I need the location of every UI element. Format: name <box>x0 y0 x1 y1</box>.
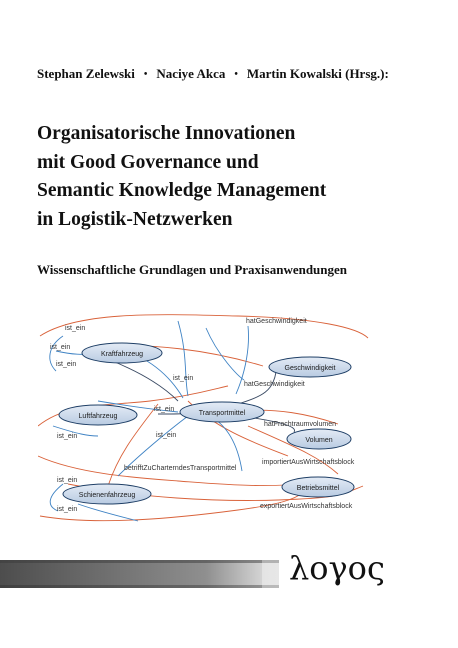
author-name: Martin Kowalski (Hrsg.): <box>246 66 389 81</box>
edge-label: ist_ein <box>57 506 78 513</box>
edge-label: ist_ein <box>57 477 78 484</box>
title-line: Semantic Knowledge Management <box>37 180 327 201</box>
book-title <box>37 120 437 234</box>
publisher-logo: λογος <box>289 549 385 587</box>
author-name: Stephan Zelewski <box>37 66 135 81</box>
author-separator: • <box>143 69 148 80</box>
edge-label: hatGeschwindigkeit <box>244 381 305 388</box>
title-line: Organisatorische Innovationen <box>37 123 296 144</box>
ontology-diagram <box>38 306 380 528</box>
book-subtitle: Wissenschaftliche Grundlagen und Praxisanwendungen <box>37 262 348 277</box>
edge-blue <box>210 416 242 471</box>
author-line <box>37 66 437 82</box>
node-label: Volumen <box>305 437 333 444</box>
edge-label: ist_ein <box>156 432 177 439</box>
edge-label: exportiertAusWirtschaftsblock <box>260 503 353 510</box>
edge-label: ist_ein <box>50 344 71 351</box>
node-label: Luftfahrzeug <box>78 413 118 420</box>
edge-label: ist_ein <box>173 375 194 382</box>
edge-label: hatGeschwindigkeit <box>246 318 307 325</box>
node-label: Transportmittel <box>198 410 246 417</box>
edge-label: ist_ein <box>65 325 86 332</box>
edge-label: importiertAusWirtschaftsblock <box>262 459 355 466</box>
edge-label: ist_ein <box>154 406 175 413</box>
cover-stripe <box>0 560 458 588</box>
edge-label: betrifftZuCharterndesTransportmittel <box>124 465 237 472</box>
node-label: Kraftfahrzeug <box>100 351 144 358</box>
edge-label: ist_ein <box>57 433 78 440</box>
node-label: Schienenfahrzeug <box>78 492 136 499</box>
author-name: Naciye Akca <box>156 66 226 81</box>
title-line: mit Good Governance und <box>37 151 259 173</box>
edge-label: ist_ein <box>56 361 77 368</box>
edge-red <box>40 315 368 338</box>
edge-blue <box>78 504 138 521</box>
title-line: in Logistik-Netzwerken <box>37 208 233 230</box>
node-label: Betriebsmittel <box>296 485 340 492</box>
node-label: Geschwindigkeit <box>284 365 336 372</box>
edge-blue <box>178 321 188 396</box>
author-separator: • <box>234 69 238 80</box>
edge-label: hatFrachtraumvolumen <box>264 421 336 428</box>
edge-dark <box>238 372 276 404</box>
